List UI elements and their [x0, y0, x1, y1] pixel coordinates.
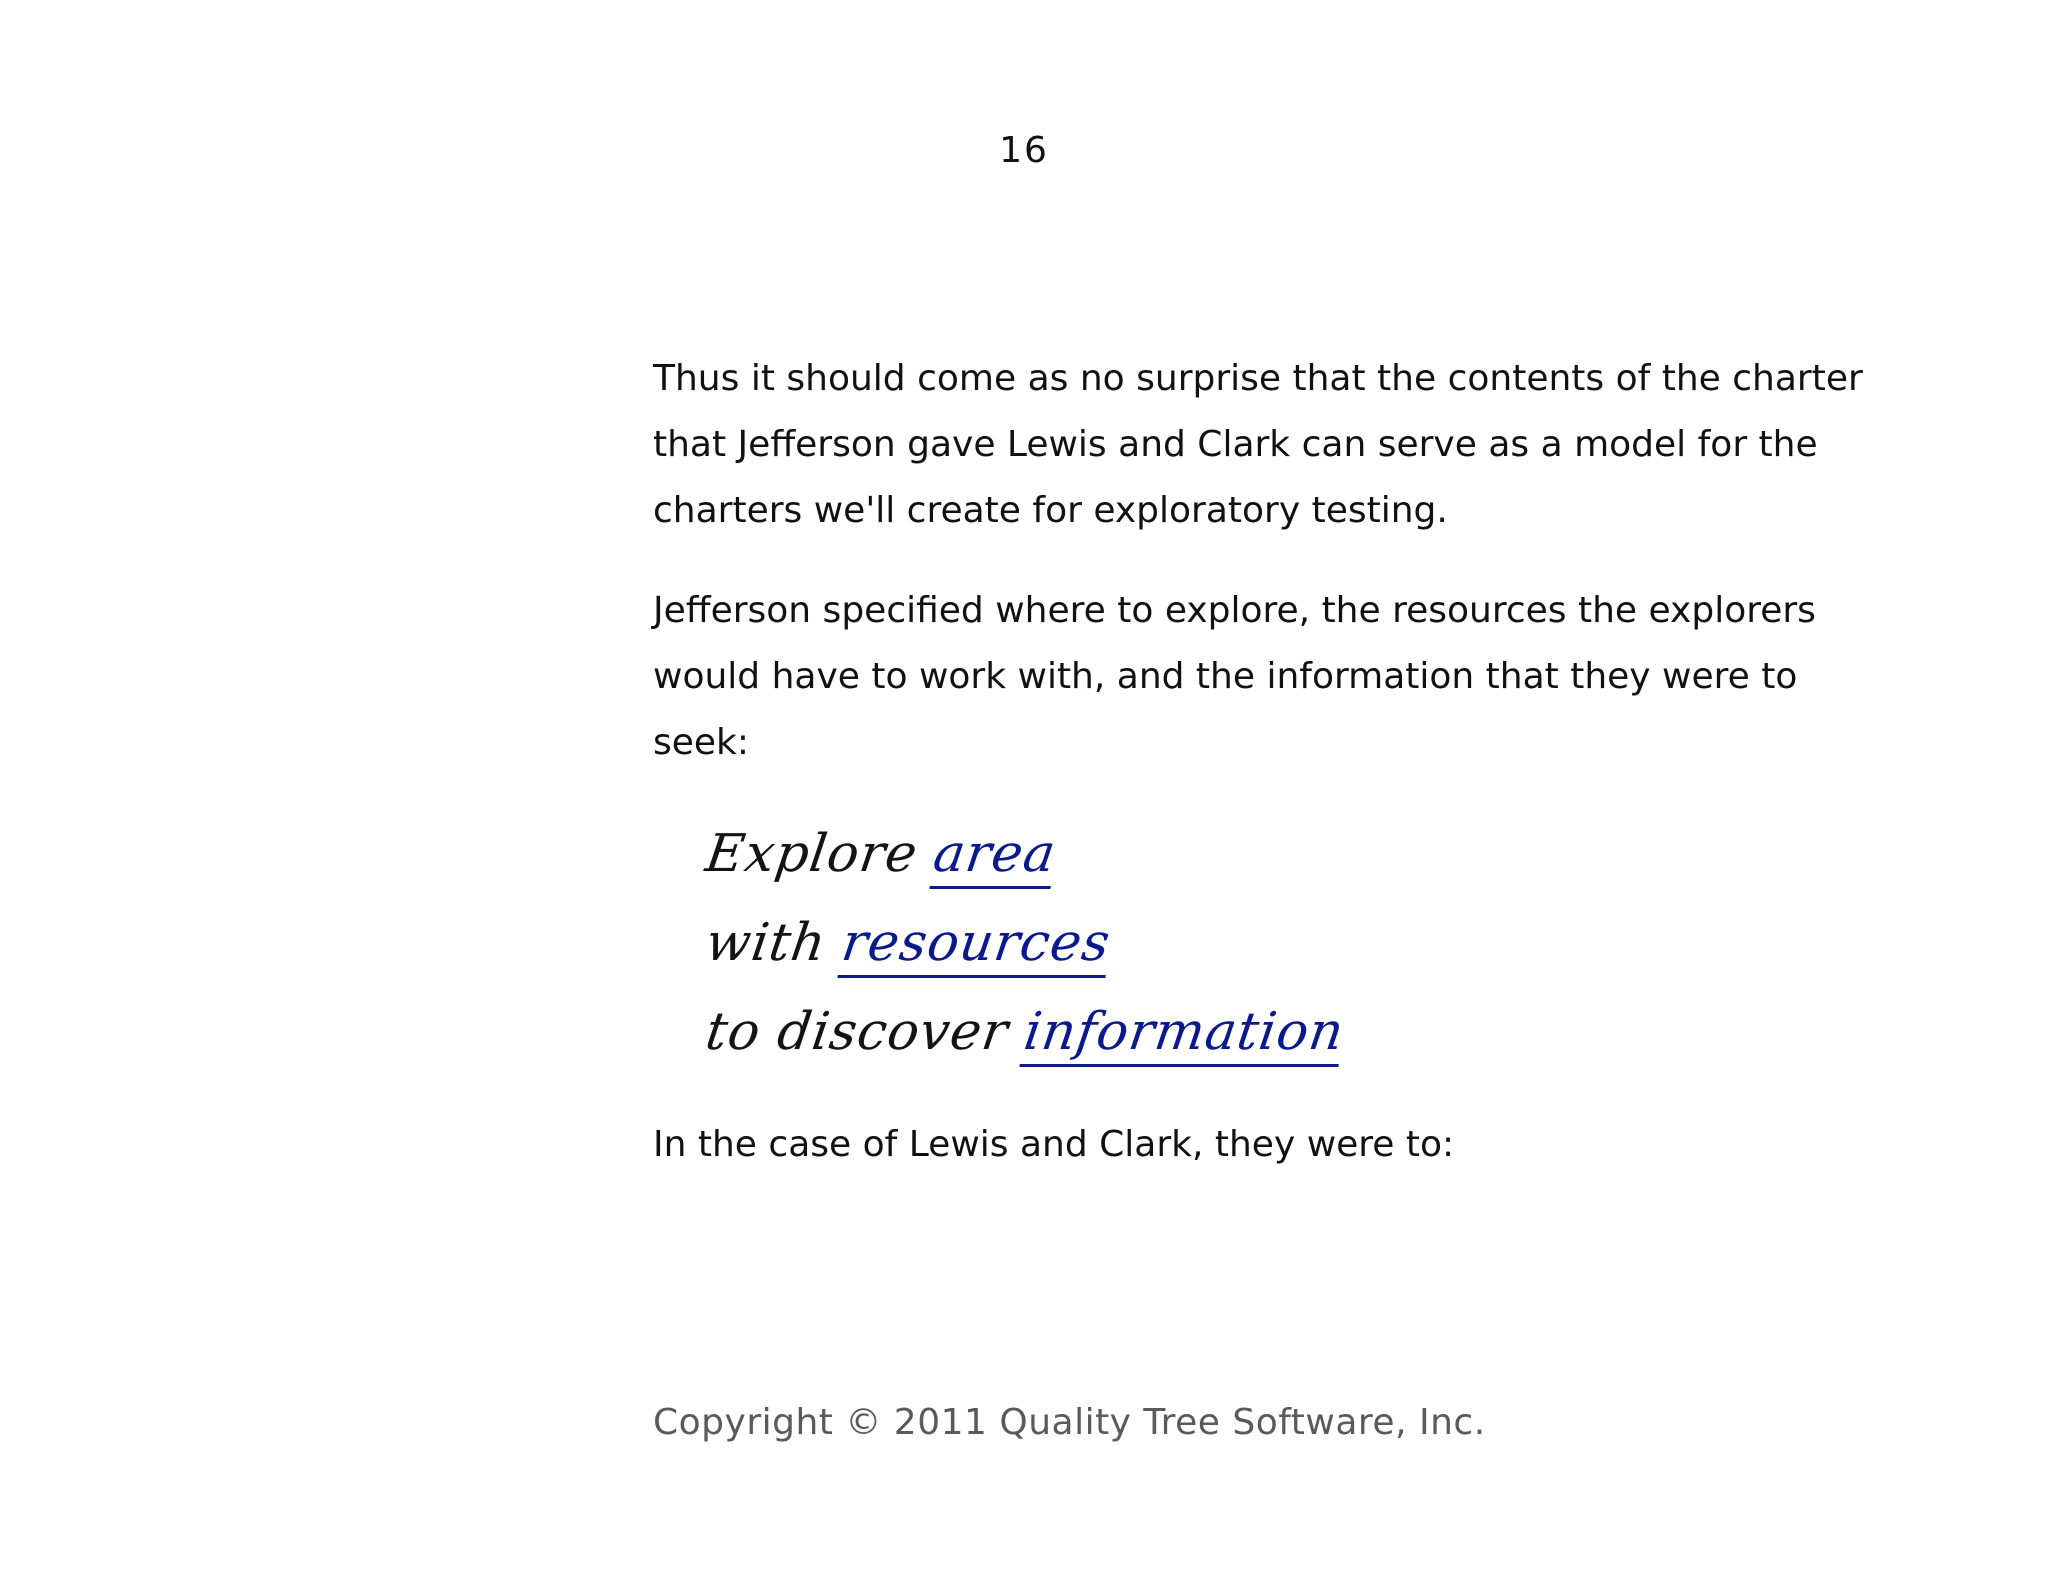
charter-key-resources: resources	[837, 913, 1114, 978]
charter-template	[700, 810, 1400, 1077]
charter-key-area: area	[929, 824, 1060, 889]
copyright-footer: Copyright © 2011 Quality Tree Software, Inc.	[653, 1402, 1486, 1443]
page-number: 16	[999, 130, 1049, 171]
charter-lead-explore: Explore	[702, 824, 922, 884]
charter-line-with	[700, 899, 1413, 988]
charter-line-discover	[700, 988, 1413, 1077]
paragraph-lewis-clark-case: In the case of Lewis and Clark, they were to:	[653, 1124, 1455, 1165]
charter-lead-discover: to discover	[702, 1002, 1013, 1062]
paragraph-charter-model: Thus it should come as no surprise that the contents of the charter that Jefferson gave Lewis and Clark can serve as a model for the charters we'll create for exploratory testing.	[653, 358, 1863, 531]
charter-line-explore	[700, 810, 1413, 899]
paragraph-jefferson-specified: Jefferson specified where to explore, the resources the explorers would have to work with, and the information that they were to seek:	[653, 590, 1816, 763]
charter-lead-with: with	[702, 913, 831, 973]
charter-key-information: information	[1020, 1002, 1348, 1067]
